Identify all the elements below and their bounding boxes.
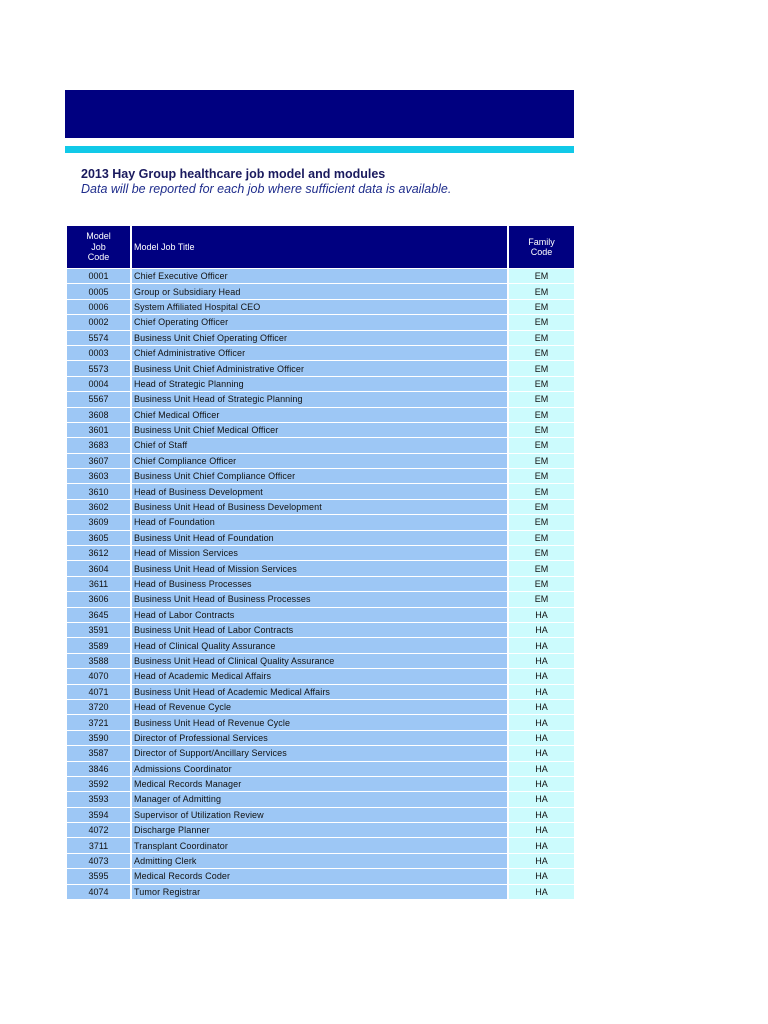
model-job-title-cell: Head of Strategic Planning bbox=[131, 376, 508, 391]
model-job-code-cell: 4073 bbox=[66, 853, 131, 868]
model-job-code-cell: 3612 bbox=[66, 546, 131, 561]
model-job-code-cell: 3603 bbox=[66, 469, 131, 484]
model-job-code-cell: 3645 bbox=[66, 607, 131, 622]
table-row bbox=[66, 622, 575, 637]
family-code-cell: EM bbox=[508, 269, 575, 284]
family-code-cell: EM bbox=[508, 299, 575, 314]
model-job-code-cell: 0006 bbox=[66, 299, 131, 314]
model-job-code-cell: 3588 bbox=[66, 653, 131, 668]
model-job-title-cell: Manager of Admitting bbox=[131, 792, 508, 807]
model-job-title-cell: Chief Administrative Officer bbox=[131, 345, 508, 360]
table-row bbox=[66, 345, 575, 360]
table-row bbox=[66, 761, 575, 776]
table-row bbox=[66, 269, 575, 284]
table-row bbox=[66, 653, 575, 668]
model-job-code-cell: 3594 bbox=[66, 807, 131, 822]
table-row bbox=[66, 669, 575, 684]
family-code-cell: EM bbox=[508, 530, 575, 545]
model-job-code-cell: 4074 bbox=[66, 884, 131, 899]
model-job-code-cell: 3611 bbox=[66, 576, 131, 591]
model-job-title-cell: Admitting Clerk bbox=[131, 853, 508, 868]
family-code-cell: HA bbox=[508, 838, 575, 853]
model-job-code-cell: 3711 bbox=[66, 838, 131, 853]
model-job-title-cell: Business Unit Chief Operating Officer bbox=[131, 330, 508, 345]
table-row bbox=[66, 299, 575, 314]
model-job-title-cell: Head of Clinical Quality Assurance bbox=[131, 638, 508, 653]
family-code-cell: EM bbox=[508, 315, 575, 330]
family-code-cell: HA bbox=[508, 669, 575, 684]
table-row bbox=[66, 315, 575, 330]
family-code-cell: HA bbox=[508, 853, 575, 868]
model-job-title-cell: Medical Records Coder bbox=[131, 869, 508, 884]
model-job-code-cell: 3608 bbox=[66, 407, 131, 422]
model-job-title-cell: Chief Executive Officer bbox=[131, 269, 508, 284]
model-job-code-cell: 5573 bbox=[66, 361, 131, 376]
table-row bbox=[66, 561, 575, 576]
model-job-title-cell: Head of Foundation bbox=[131, 515, 508, 530]
family-code-cell: HA bbox=[508, 607, 575, 622]
model-job-code-cell: 0002 bbox=[66, 315, 131, 330]
model-job-code-cell: 3595 bbox=[66, 869, 131, 884]
model-job-code-cell: 3610 bbox=[66, 484, 131, 499]
family-code-cell: EM bbox=[508, 438, 575, 453]
model-job-title-cell: Tumor Registrar bbox=[131, 884, 508, 899]
document-title: 2013 Hay Group healthcare job model and modules bbox=[81, 167, 386, 181]
table-row bbox=[66, 407, 575, 422]
family-code-cell: HA bbox=[508, 869, 575, 884]
model-job-title-cell: Chief Medical Officer bbox=[131, 407, 508, 422]
family-code-cell: HA bbox=[508, 823, 575, 838]
model-job-code-cell: 3721 bbox=[66, 715, 131, 730]
table-row bbox=[66, 884, 575, 899]
model-job-code-cell: 0001 bbox=[66, 269, 131, 284]
header-model-job-title: Model Job Title bbox=[131, 226, 508, 269]
table-row bbox=[66, 484, 575, 499]
model-job-title-cell: Business Unit Head of Business Processes bbox=[131, 592, 508, 607]
table-row bbox=[66, 284, 575, 299]
table-row bbox=[66, 361, 575, 376]
table-row bbox=[66, 392, 575, 407]
family-code-cell: EM bbox=[508, 284, 575, 299]
model-job-code-cell: 3587 bbox=[66, 746, 131, 761]
model-job-title-cell: Head of Academic Medical Affairs bbox=[131, 669, 508, 684]
family-code-cell: EM bbox=[508, 576, 575, 591]
family-code-cell: HA bbox=[508, 792, 575, 807]
family-code-cell: EM bbox=[508, 392, 575, 407]
model-job-code-cell: 5574 bbox=[66, 330, 131, 345]
model-job-title-cell: Business Unit Head of Foundation bbox=[131, 530, 508, 545]
table-row bbox=[66, 469, 575, 484]
model-job-title-cell: Supervisor of Utilization Review bbox=[131, 807, 508, 822]
table-row bbox=[66, 684, 575, 699]
family-code-cell: HA bbox=[508, 638, 575, 653]
family-code-cell: EM bbox=[508, 469, 575, 484]
table-row bbox=[66, 499, 575, 514]
table-header-row bbox=[66, 226, 575, 269]
family-code-cell: EM bbox=[508, 484, 575, 499]
family-code-cell: HA bbox=[508, 730, 575, 745]
table-row bbox=[66, 576, 575, 591]
model-job-code-cell: 4071 bbox=[66, 684, 131, 699]
family-code-cell: HA bbox=[508, 884, 575, 899]
model-job-title-cell: Business Unit Head of Mission Services bbox=[131, 561, 508, 576]
model-job-code-cell: 3602 bbox=[66, 499, 131, 514]
model-job-title-cell: Business Unit Head of Academic Medical Affairs bbox=[131, 684, 508, 699]
table-row bbox=[66, 376, 575, 391]
family-code-cell: EM bbox=[508, 561, 575, 576]
family-code-cell: HA bbox=[508, 715, 575, 730]
model-job-code-cell: 0004 bbox=[66, 376, 131, 391]
family-code-cell: HA bbox=[508, 684, 575, 699]
table-row bbox=[66, 515, 575, 530]
table-row bbox=[66, 438, 575, 453]
family-code-cell: EM bbox=[508, 546, 575, 561]
model-job-title-cell: Head of Business Development bbox=[131, 484, 508, 499]
model-job-title-cell: Head of Mission Services bbox=[131, 546, 508, 561]
family-code-cell: EM bbox=[508, 592, 575, 607]
table-row bbox=[66, 699, 575, 714]
model-job-title-cell: Business Unit Chief Medical Officer bbox=[131, 422, 508, 437]
model-job-title-cell: Head of Revenue Cycle bbox=[131, 699, 508, 714]
model-job-code-cell: 3609 bbox=[66, 515, 131, 530]
model-job-code-cell: 3605 bbox=[66, 530, 131, 545]
model-job-title-cell: Business Unit Chief Administrative Officer bbox=[131, 361, 508, 376]
table-row bbox=[66, 453, 575, 468]
model-job-title-cell: Director of Professional Services bbox=[131, 730, 508, 745]
model-job-title-cell: Business Unit Head of Labor Contracts bbox=[131, 622, 508, 637]
model-job-title-cell: Head of Business Processes bbox=[131, 576, 508, 591]
model-job-title-cell: Director of Support/Ancillary Services bbox=[131, 746, 508, 761]
document-subtitle: Data will be reported for each job where sufficient data is available. bbox=[81, 182, 452, 196]
model-job-title-cell: Transplant Coordinator bbox=[131, 838, 508, 853]
table-row bbox=[66, 746, 575, 761]
header-family-code: Family Code bbox=[508, 226, 575, 269]
table-row bbox=[66, 715, 575, 730]
family-code-cell: HA bbox=[508, 653, 575, 668]
model-job-title-cell: Head of Labor Contracts bbox=[131, 607, 508, 622]
model-job-title-cell: Business Unit Head of Business Development bbox=[131, 499, 508, 514]
model-job-code-cell: 3593 bbox=[66, 792, 131, 807]
table-row bbox=[66, 530, 575, 545]
table-row bbox=[66, 807, 575, 822]
model-job-title-cell: Business Unit Head of Strategic Planning bbox=[131, 392, 508, 407]
header-accent-stripe bbox=[65, 146, 574, 153]
model-job-code-cell: 3591 bbox=[66, 622, 131, 637]
model-job-code-cell: 3601 bbox=[66, 422, 131, 437]
model-job-title-cell: Business Unit Head of Clinical Quality Assurance bbox=[131, 653, 508, 668]
model-job-title-cell: System Affiliated Hospital CEO bbox=[131, 299, 508, 314]
model-job-code-cell: 5567 bbox=[66, 392, 131, 407]
model-job-code-cell: 3604 bbox=[66, 561, 131, 576]
table-row bbox=[66, 823, 575, 838]
model-job-code-cell: 3590 bbox=[66, 730, 131, 745]
model-job-title-cell: Chief of Staff bbox=[131, 438, 508, 453]
model-job-code-cell: 3592 bbox=[66, 776, 131, 791]
family-code-cell: EM bbox=[508, 330, 575, 345]
model-job-code-cell: 3606 bbox=[66, 592, 131, 607]
table-row bbox=[66, 638, 575, 653]
table-row bbox=[66, 607, 575, 622]
table-row bbox=[66, 776, 575, 791]
family-code-cell: EM bbox=[508, 453, 575, 468]
family-code-cell: HA bbox=[508, 699, 575, 714]
model-job-code-cell: 4070 bbox=[66, 669, 131, 684]
table-row bbox=[66, 330, 575, 345]
family-code-cell: EM bbox=[508, 515, 575, 530]
family-code-cell: HA bbox=[508, 761, 575, 776]
header-model-job-code: Model Job Code bbox=[66, 226, 131, 269]
table-row bbox=[66, 853, 575, 868]
model-job-title-cell: Business Unit Head of Revenue Cycle bbox=[131, 715, 508, 730]
model-job-title-cell: Discharge Planner bbox=[131, 823, 508, 838]
family-code-cell: HA bbox=[508, 807, 575, 822]
model-job-code-cell: 3607 bbox=[66, 453, 131, 468]
family-code-cell: EM bbox=[508, 345, 575, 360]
model-job-code-cell: 3846 bbox=[66, 761, 131, 776]
table-row bbox=[66, 546, 575, 561]
family-code-cell: HA bbox=[508, 776, 575, 791]
table-row bbox=[66, 869, 575, 884]
family-code-cell: EM bbox=[508, 499, 575, 514]
family-code-cell: EM bbox=[508, 361, 575, 376]
model-job-title-cell: Business Unit Chief Compliance Officer bbox=[131, 469, 508, 484]
table-row bbox=[66, 422, 575, 437]
model-job-title-cell: Chief Operating Officer bbox=[131, 315, 508, 330]
family-code-cell: HA bbox=[508, 746, 575, 761]
table-row bbox=[66, 592, 575, 607]
family-code-cell: EM bbox=[508, 407, 575, 422]
model-job-title-cell: Medical Records Manager bbox=[131, 776, 508, 791]
family-code-cell: HA bbox=[508, 622, 575, 637]
model-job-code-cell: 0005 bbox=[66, 284, 131, 299]
table-row bbox=[66, 792, 575, 807]
model-job-title-cell: Chief Compliance Officer bbox=[131, 453, 508, 468]
model-job-code-cell: 3683 bbox=[66, 438, 131, 453]
table-row bbox=[66, 730, 575, 745]
header-banner bbox=[65, 90, 574, 138]
job-model-table bbox=[65, 226, 574, 900]
family-code-cell: EM bbox=[508, 422, 575, 437]
model-job-code-cell: 4072 bbox=[66, 823, 131, 838]
family-code-cell: EM bbox=[508, 376, 575, 391]
model-job-code-cell: 3720 bbox=[66, 699, 131, 714]
model-job-title-cell: Admissions Coordinator bbox=[131, 761, 508, 776]
table-row bbox=[66, 838, 575, 853]
model-job-code-cell: 3589 bbox=[66, 638, 131, 653]
model-job-code-cell: 0003 bbox=[66, 345, 131, 360]
model-job-title-cell: Group or Subsidiary Head bbox=[131, 284, 508, 299]
